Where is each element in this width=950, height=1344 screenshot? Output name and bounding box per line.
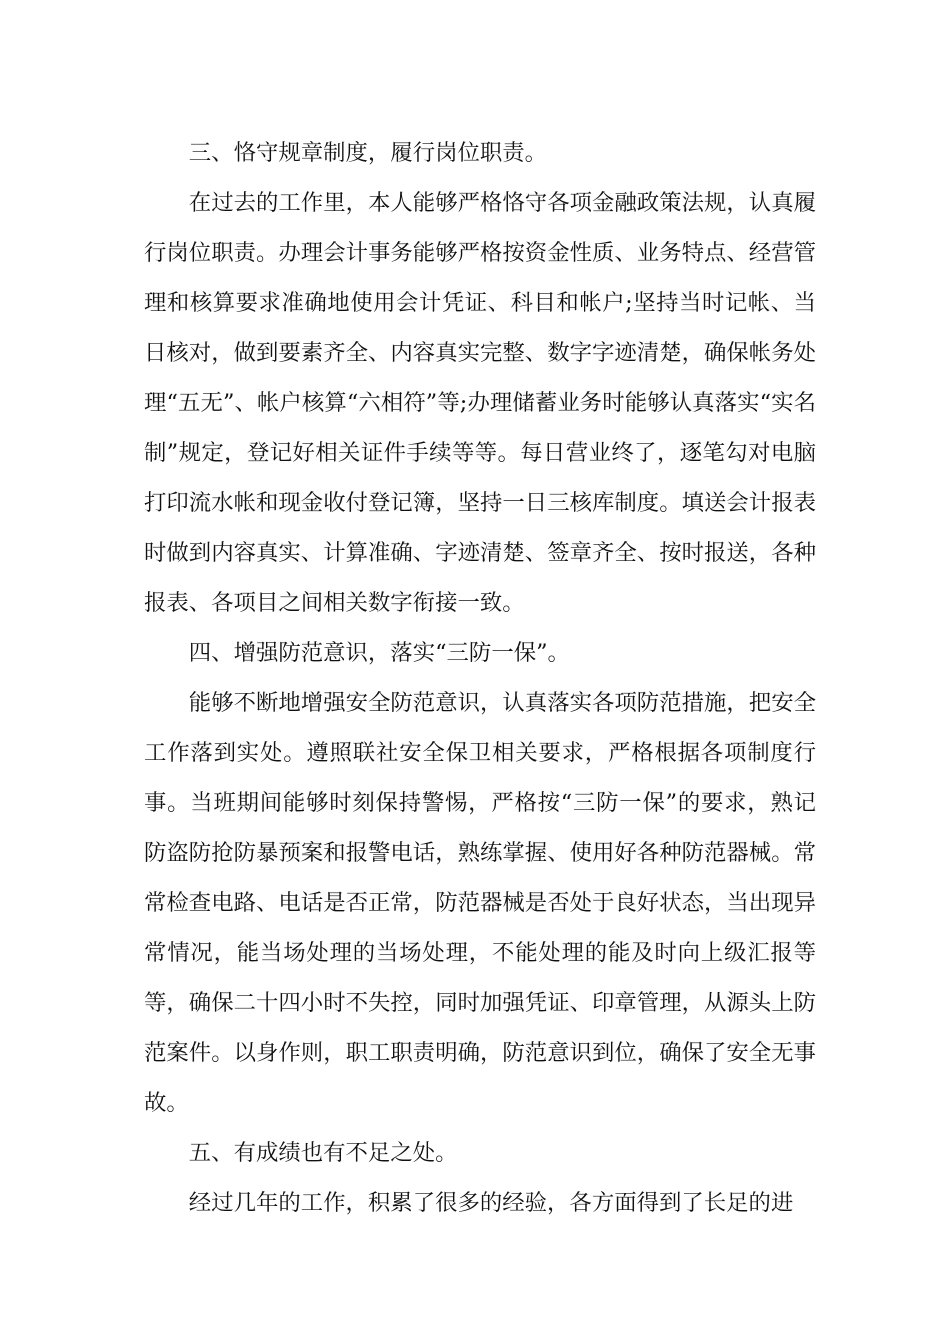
section-heading-3: 三、恪守规章制度，履行岗位职责。: [188, 140, 548, 166]
section-heading-5: 五、有成绩也有不足之处。: [188, 1140, 458, 1166]
section-paragraph-5: 经过几年的工作，积累了很多的经验，各方面得到了长足的进: [188, 1190, 794, 1216]
section-paragraph-4: 能够不断地增强安全防范意识，认真落实各项防范措施，把安全工作落到实处。遵照联社安全保卫相关要求，严格根据各项制度行事。当班期间能够时刻保持警惕，严格按“三防一保”的要求，熟记防盗防抢防暴预案和报警电话，熟练掌握、使用好各种防范器械。常常检查电路、电话是否正常，防范器械是否处于良好状态，当出现异常情况，能当场处理的当场处理，不能处理的能及时向上级汇报等等，确保二十四小时不失控，同时加强凭证、印章管理，从源头上防范案件。以身作则，职工职责明确，防范意识到位，确保了安全无事故。: [144, 690, 816, 1116]
section-paragraph-3: 在过去的工作里，本人能够严格恪守各项金融政策法规，认真履行岗位职责。办理会计事务能够严格按资金性质、业务特点、经营管理和核算要求准确地使用会计凭证、科目和帐户;坚持当时记帐、当日核对，做到要素齐全、内容真实完整、数字字迹清楚，确保帐务处理“五无”、帐户核算“六相符”等;办理储蓄业务时能够认真落实“实名制”规定，登记好相关证件手续等等。每日营业终了，逐笔勾对电脑打印流水帐和现金收付登记簿，坚持一日三核库制度。填送会计报表时做到内容真实、计算准确、字迹清楚、签章齐全、按时报送，各种报表、各项目之间相关数字衔接一致。: [144, 190, 816, 616]
document-body: [144, 128, 816, 1228]
section-heading-4: 四、增强防范意识，落实“三防一保”。: [188, 640, 570, 666]
